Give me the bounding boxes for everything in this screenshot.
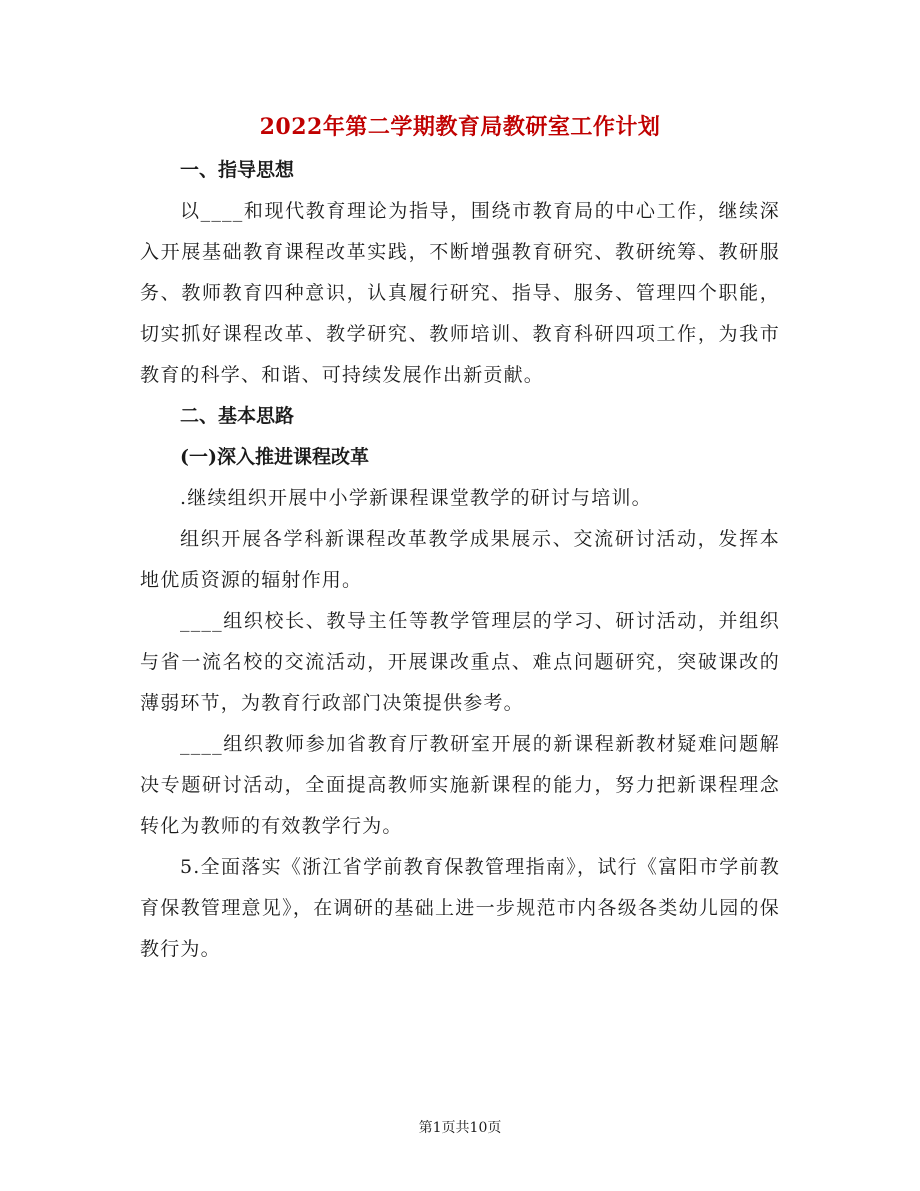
- paragraph-guiding-ideology: 以____和现代教育理论为指导，围绕市教育局的中心工作，继续深入开展基础教育课程改革实践，不断增强教育研究、教研统筹、教研服务、教师教育四种意识，认真履行研究、指导、服务、管理四个职能，切实抓好课程改革、教学研究、教师培训、教育科研四项工作，为我市教育的科学、和谐、可持续发展作出新贡献。: [140, 200, 780, 386]
- paragraph-item-3: ____组织校长、教导主任等教学管理层的学习、研讨活动，并组织与省一流名校的交流活动，开展课改重点、难点问题研究，突破课改的薄弱环节，为教育行政部门决策提供参考。: [140, 610, 780, 714]
- section-heading-basic-approach: 二、基本思路: [180, 405, 295, 427]
- document-title: 2022年第二学期教育局教研室工作计划: [259, 114, 661, 140]
- paragraph-item-2: 组织开展各学科新课程改革教学成果展示、交流研讨活动，发挥本地优质资源的辐射作用。: [140, 528, 780, 591]
- page-number-footer: 第1页共10页: [418, 1120, 502, 1136]
- paragraph-item-4: ____组织教师参加省教育厅教研室开展的新课程新教材疑难问题解决专题研讨活动，全面提高教师实施新课程的能力，努力把新课程理念转化为教师的有效教学行为。: [140, 733, 780, 837]
- subsection-heading-curriculum-reform: (一)深入推进课程改革: [180, 446, 369, 468]
- section-heading-guiding-ideology: 一、指导思想: [180, 159, 295, 181]
- paragraph-item-1: .继续组织开展中小学新课程课堂教学的研讨与培训。: [180, 487, 652, 509]
- document-body: [140, 150, 780, 970]
- paragraph-item-5: 5.全面落实《浙江省学前教育保教管理指南》，试行《富阳市学前教育保教管理意见》，在调研的基础上进一步规范市内各级各类幼儿园的保教行为。: [140, 856, 780, 960]
